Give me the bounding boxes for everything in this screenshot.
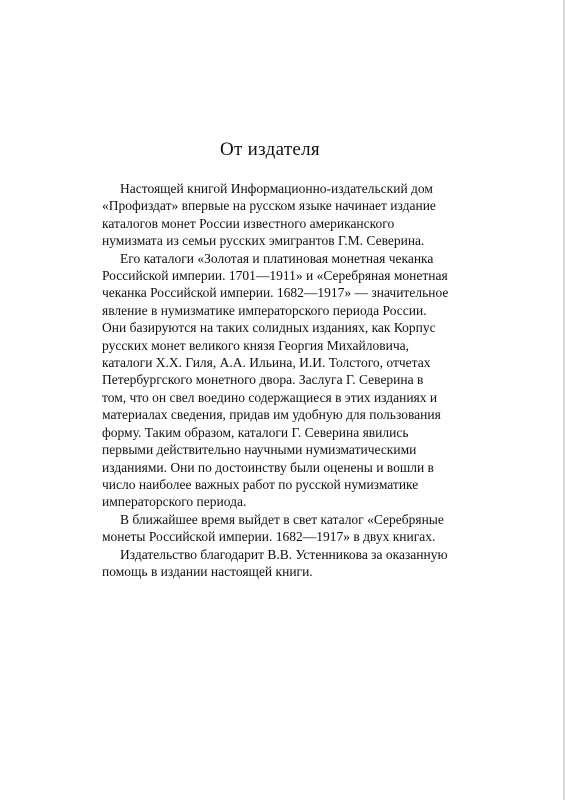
- paragraph-2: [102, 250, 447, 511]
- text-line: «Профиздат» впервые на русском языке начинает издание: [102, 198, 436, 214]
- text-line: помощь в издании настоящей книги.: [102, 563, 313, 579]
- text-line: чеканка Российской империи. 1682—1917» — значительное: [102, 285, 449, 301]
- paragraph-4: [102, 546, 447, 581]
- text-line: изданиями. Они по достоинству были оценены и вошли в: [102, 459, 434, 475]
- text-line: каталоги Х.Х. Гиля, А.А. Ильина, И.И. Толстого, отчетах: [102, 355, 431, 371]
- text-line: монеты Российской империи. 1682—1917» в двух книгах.: [102, 529, 436, 545]
- paragraph-1: [102, 180, 447, 250]
- body-text: [102, 180, 447, 580]
- text-line: Петербургского монетного двора. Заслуга Г. Северина в: [102, 372, 424, 388]
- paragraph-3: [102, 511, 447, 546]
- text-line: явление в нумизматике императорского периода России.: [102, 302, 427, 318]
- text-line: русских монет великого князя Георгия Михайловича,: [102, 337, 409, 353]
- text-line: том, что он свел воедино содержащиеся в этих изданиях и: [102, 389, 438, 405]
- text-line: число наиболее важных работ по русской нумизматике: [102, 476, 419, 492]
- text-line: Издательство благодарит В.В. Устенникова за оказанную: [120, 546, 448, 562]
- text-line: каталогов монет России известного американского: [102, 215, 395, 231]
- text-line: форму. Таким образом, каталоги Г. Северина явились: [102, 424, 409, 440]
- text-line: Его каталоги «Золотая и платиновая монетная чеканка: [120, 250, 434, 266]
- text-line: Российской империи. 1701—1911» и «Серебряная монетная: [102, 268, 448, 284]
- text-line: материалах сведения, придав им удобную для пользования: [102, 407, 441, 423]
- text-line: Настоящей книгой Информационно-издательский дом: [120, 181, 433, 196]
- text-line: первыми действительно научными нумизматическими: [102, 442, 417, 458]
- text-line: Они базируются на таких солидных изданиях, как Корпус: [102, 320, 436, 336]
- text-line: императорского периода.: [102, 494, 247, 510]
- page-title: От издателя: [220, 139, 320, 160]
- text-line: нумизмата из семьи русских эмигрантов Г.М. Северина.: [102, 233, 425, 249]
- text-line: В ближайшее время выйдет в свет каталог «Серебряные: [120, 511, 444, 527]
